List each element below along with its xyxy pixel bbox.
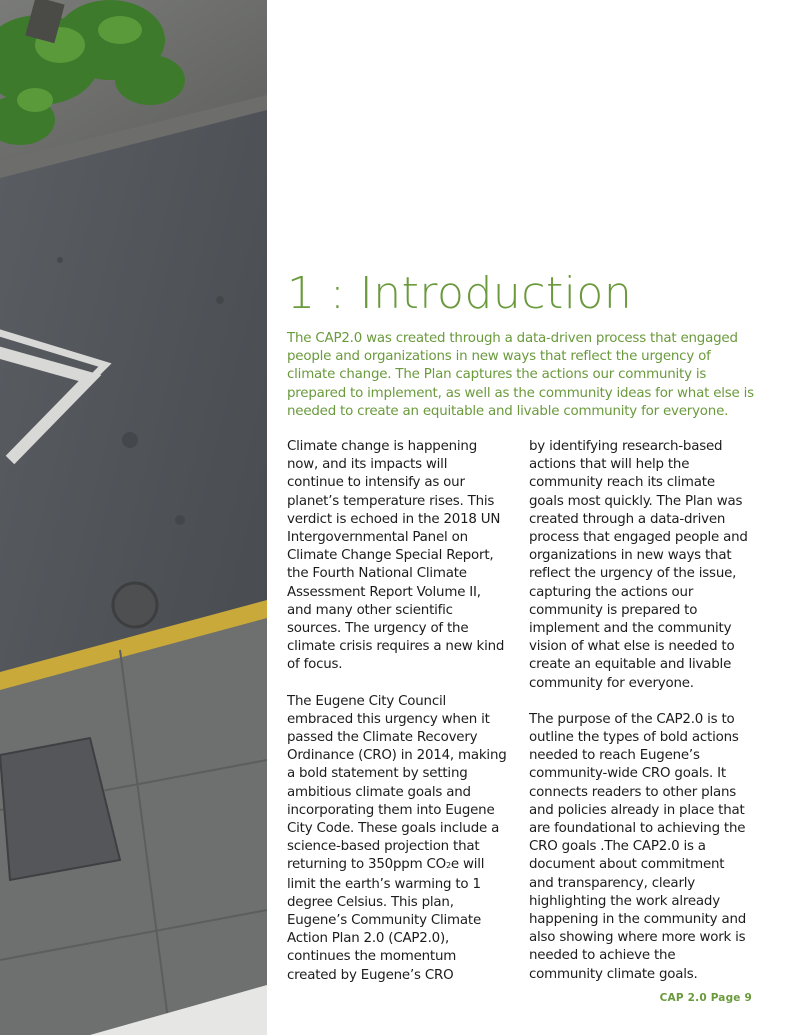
street-photo	[0, 0, 267, 1035]
street-photo-art	[0, 0, 267, 1035]
text-content	[287, 0, 767, 1035]
right-column	[529, 438, 749, 984]
intro-paragraph: The CAP2.0 was created through a data-driven process that engaged people and organizations in new ways that reflect the urgency of climate change. The Plan captures the actions our community is prepared to implement, as well as the community ideas for what else is needed to create an equitable and livable community for everyone.	[287, 331, 754, 419]
manhole-cover	[113, 583, 157, 627]
left-paragraph-2-part-a: The Eugene City Council embraced this urgency when it passed the Climate Recovery Ordinance (CRO) in 2014, making a bold statement by setting ambitious climate goals and incorporating them into Eugene City Code. These goals include a science-based projection that returning to 350ppm CO	[287, 693, 507, 873]
page-number-label: CAP 2.0 Page 9	[659, 992, 752, 1004]
page-title: 1 : Introduction	[287, 268, 633, 319]
left-paragraph-2	[287, 693, 507, 985]
right-paragraph-2: The purpose of the CAP2.0 is to outline the types of bold actions needed to reach Eugene’s community-wide CRO goals. It connects readers to other plans and policies already in place that are foundational to achieving the CRO goals .The CAP2.0 is a document about commitment and transparency, clearly highlighting the work already happening in the community and also showing where more work is needed to achieve the community climate goals.	[529, 711, 747, 982]
right-paragraph-1: by identifying research-based actions that will help the community reach its climate goals most quickly. The Plan was created through a data-driven process that engaged people and organizations in new ways that reflect the urgency of the issue, capturing the actions our community is prepared to implement and the community vision of what else is needed to create an equitable and livable community for everyone.	[529, 439, 748, 691]
left-column	[287, 438, 507, 985]
co2-subscript: 2	[445, 861, 451, 871]
left-paragraph-2-part-b: e will limit the earth’s warming to 1 degree Celsius. This plan, Eugene’s Community Climate Action Plan 2.0 (CAP2.0), continues the momentum created by Eugene’s CRO	[287, 857, 485, 983]
left-paragraph-1: Climate change is happening now, and its impacts will continue to intensify as our planet’s temperature rises. This verdict is echoed in the 2018 UN Intergovernmental Panel on Climate Change Special Report, the Fourth National Climate Assessment Report Volume II, and many other scientific sources. The urgency of the climate crisis requires a new kind of focus.	[287, 439, 505, 673]
